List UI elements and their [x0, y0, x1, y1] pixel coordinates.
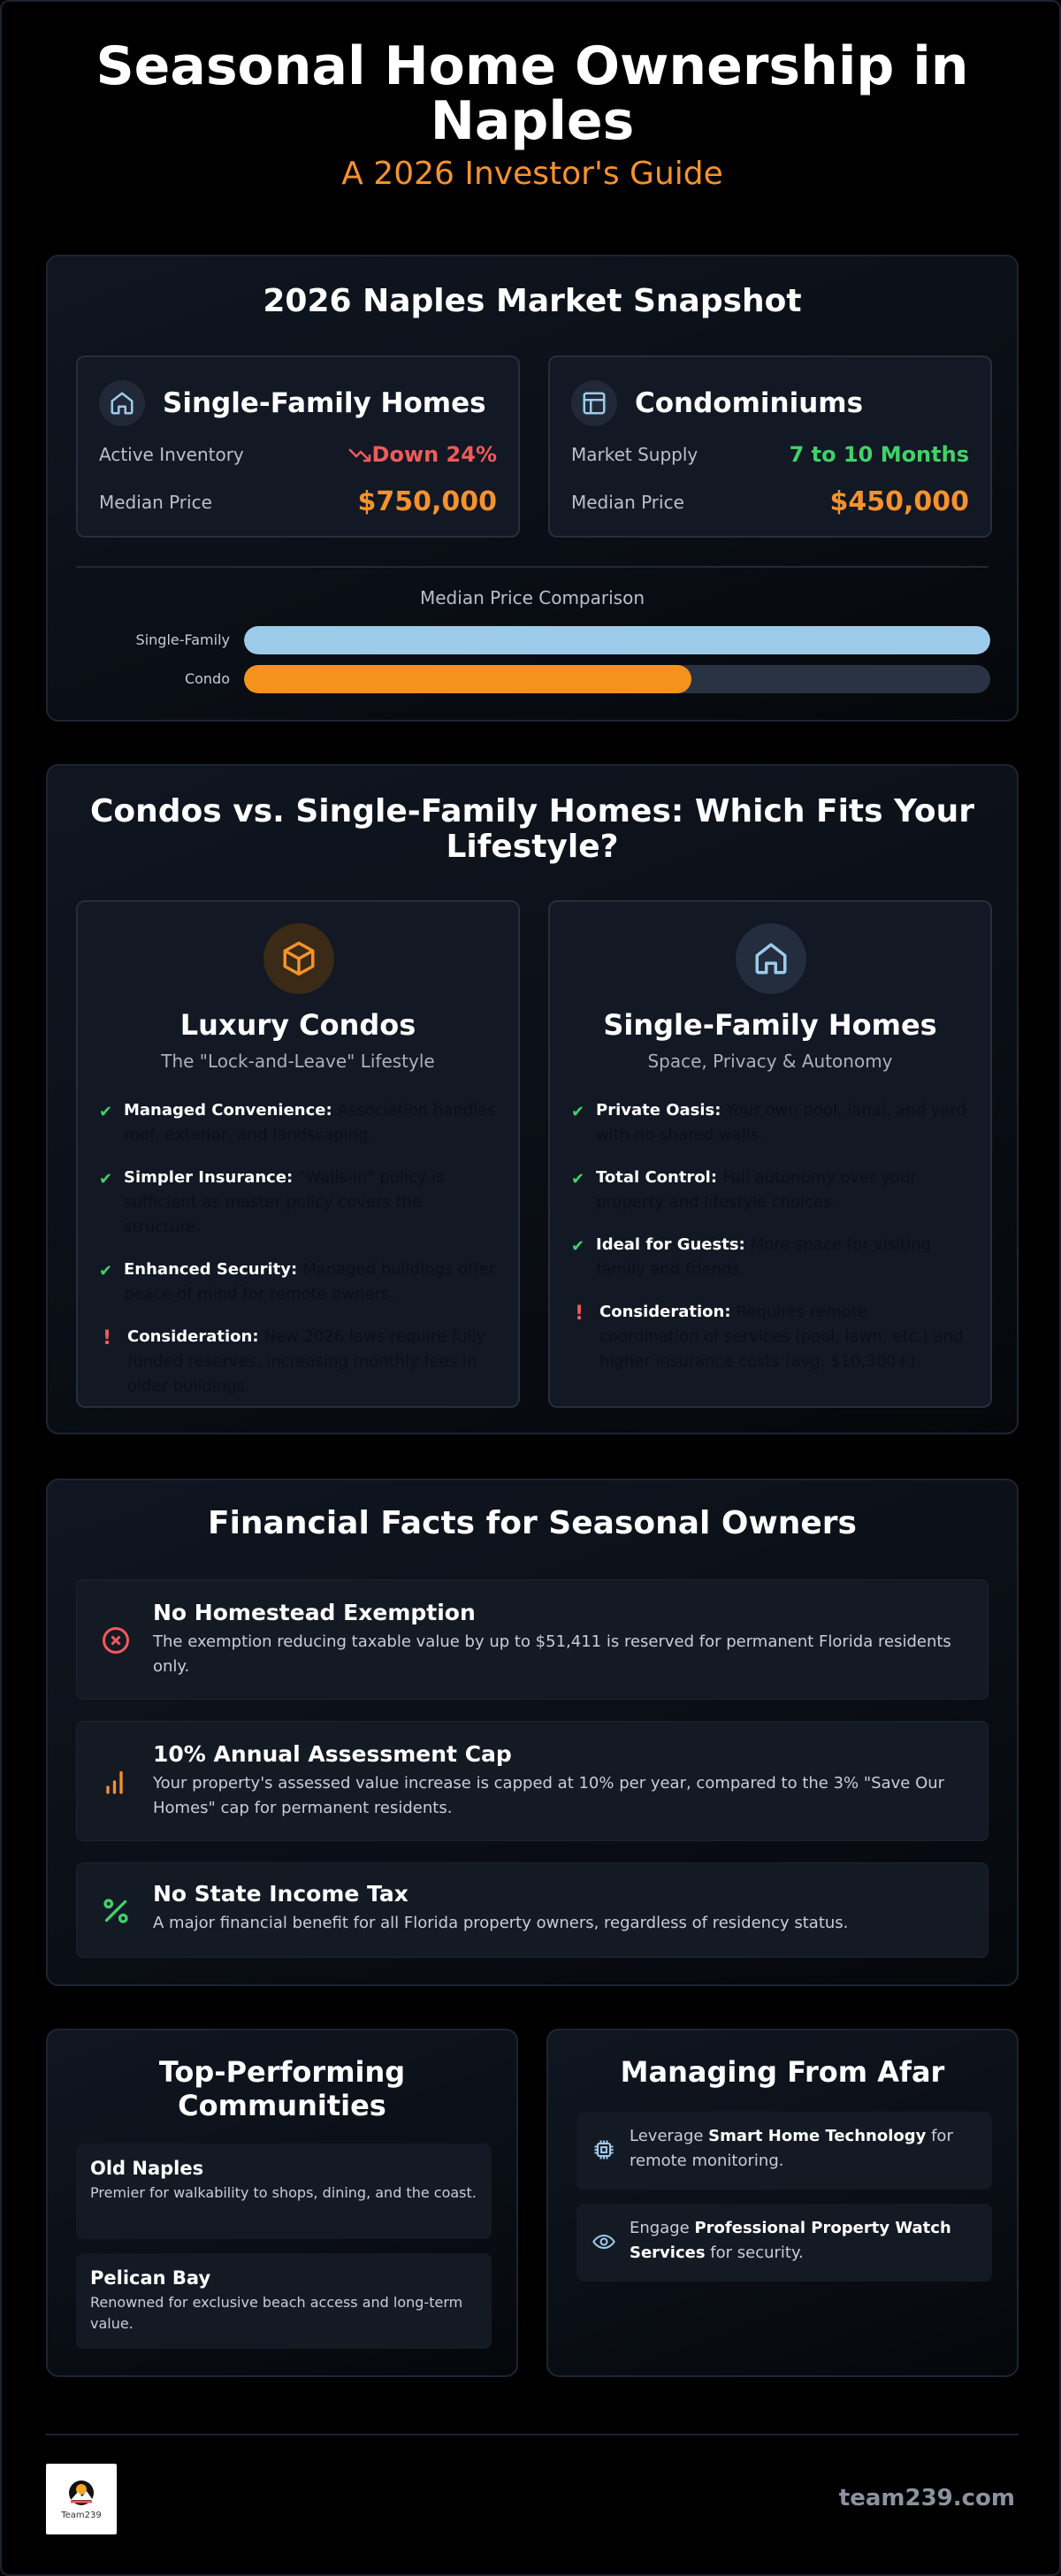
bar-track	[244, 665, 990, 693]
home-icon	[736, 923, 806, 994]
condo-title: Condominiums	[635, 387, 864, 419]
page-header	[2, 35, 1061, 193]
fact-title: No State Income Tax	[153, 1881, 408, 1907]
condos-option-title: Luxury Condos	[179, 1008, 416, 1042]
list-item	[99, 1098, 497, 1148]
bar-single-family	[244, 626, 990, 654]
item-text: Your own pool, lanai, and yard with no shared walls.	[596, 1101, 967, 1144]
consideration-item	[571, 1300, 969, 1374]
list-item	[99, 1257, 497, 1307]
check-icon: ✔	[99, 1103, 113, 1121]
list-item	[571, 1233, 969, 1282]
afar-post: for security.	[705, 2243, 804, 2262]
comparison-title: Condos vs. Single-Family Homes: Which Fits Your Lifestyle?	[90, 793, 974, 865]
item-text: Association handles roof, exterior, and landscaping.	[124, 1101, 496, 1144]
item-label: Ideal for Guests:	[596, 1235, 745, 1254]
condo-median-label: Median Price	[571, 491, 684, 513]
item-label: Private Oasis:	[596, 1101, 721, 1120]
financial-title: Financial Facts for Seasonal Owners	[208, 1505, 857, 1541]
community-desc: Renowned for exclusive beach access and long-term value.	[90, 2294, 463, 2332]
fact-assessment-cap	[76, 1721, 988, 1841]
managing-from-afar-card	[546, 2029, 1019, 2377]
check-icon: ✔	[99, 1262, 113, 1280]
item-label: Enhanced Security:	[124, 1260, 298, 1279]
check-icon: ✔	[571, 1170, 585, 1189]
community-name: Old Naples	[90, 2158, 204, 2179]
single-family-option-subtitle: Space, Privacy & Autonomy	[647, 1051, 893, 1072]
afar-text	[630, 2124, 978, 2174]
bar-label-single-family: Single-Family	[135, 631, 230, 648]
item-text: New 2026 laws require fully funded reserves, increasing monthly fees in older buildings.	[127, 1327, 486, 1395]
home-icon	[99, 380, 145, 426]
communities-card	[46, 2029, 518, 2377]
x-circle-icon	[98, 1623, 134, 1658]
bar-row-single-family	[48, 626, 1017, 654]
logo-text: Team239	[61, 2510, 102, 2520]
team239-logo[interactable]	[46, 2464, 117, 2534]
afar-item	[576, 2204, 992, 2282]
fact-desc: Your property's assessed value increase is capped at 10% per year, compared to the 3% "Save Our Homes" cap for permanent residents.	[153, 1774, 945, 1817]
check-icon: ✔	[99, 1170, 113, 1189]
item-label: Managed Convenience:	[124, 1101, 332, 1120]
single-family-title: Single-Family Homes	[163, 387, 486, 419]
fact-title: No Homestead Exemption	[153, 1600, 476, 1625]
item-text: "Walls-in" policy is sufficient as master policy covers the structure.	[124, 1168, 445, 1236]
list-item	[99, 1166, 497, 1240]
item-label: Consideration:	[599, 1303, 731, 1321]
item-text: Requires remote coordination of services (pool, lawn, etc.) and higher insurance costs (avg. $10,300+).	[599, 1303, 964, 1371]
inventory-label: Active Inventory	[99, 444, 244, 465]
inventory-value	[347, 442, 497, 467]
cube-icon	[263, 923, 334, 994]
afar-text	[630, 2216, 978, 2266]
bar-condo	[244, 665, 691, 693]
site-link[interactable]: team239.com	[838, 2485, 1015, 2511]
market-snapshot-card	[46, 255, 1019, 722]
item-text: Managed buildings offer peace of mind for remote owners.	[124, 1260, 495, 1303]
fact-desc: The exemption reducing taxable value by up to $51,411 is reserved for permanent Florida residents only.	[153, 1632, 951, 1676]
financial-facts-card	[46, 1479, 1019, 1986]
list-item	[571, 1098, 969, 1148]
luxury-condos-panel	[76, 900, 520, 1408]
bar-row-condo	[48, 665, 1017, 693]
list-item	[571, 1166, 969, 1215]
communities-title: Top-Performing Communities	[158, 2055, 406, 2122]
exclamation-icon: !	[575, 1303, 584, 1325]
item-label: Total Control:	[596, 1168, 718, 1187]
lifestyle-comparison-card	[46, 764, 1019, 1434]
check-icon: ✔	[571, 1103, 585, 1121]
snapshot-divider	[76, 566, 988, 568]
community-item	[76, 2253, 492, 2349]
fact-title: 10% Annual Assessment Cap	[153, 1741, 512, 1767]
fact-income-tax	[76, 1862, 988, 1958]
sf-median-label: Median Price	[99, 491, 212, 513]
item-label: Consideration:	[127, 1327, 259, 1346]
footer-divider	[46, 2434, 1019, 2435]
bar-chart-icon	[98, 1764, 134, 1800]
afar-post: for remote monitoring.	[630, 2127, 953, 2170]
fact-homestead	[76, 1579, 988, 1700]
supply-label: Market Supply	[571, 444, 698, 465]
building-icon	[571, 380, 617, 426]
condos-option-subtitle: The "Lock-and-Leave" Lifestyle	[161, 1051, 435, 1072]
chip-icon	[589, 2135, 619, 2165]
condo-median-value: $450,000	[829, 486, 969, 517]
bar-label-condo: Condo	[184, 670, 230, 687]
inventory-value-text: Down 24%	[371, 442, 497, 467]
page-title: Seasonal Home Ownership in Naples	[95, 35, 969, 152]
item-text: More space for visiting family and friends.	[596, 1235, 932, 1279]
item-text: Full autonomy over your property and lifestyle choices.	[596, 1168, 917, 1212]
logo-mark-icon	[64, 2479, 99, 2509]
afar-bold: Smart Home Technology	[708, 2127, 927, 2145]
fact-desc: A major financial benefit for all Florida property owners, regardless of residency status.	[153, 1914, 849, 1932]
single-family-stats	[76, 355, 520, 538]
trending-down-icon	[347, 446, 372, 463]
afar-title: Managing From Afar	[620, 2055, 945, 2089]
single-family-panel	[548, 900, 992, 1408]
market-snapshot-title: 2026 Naples Market Snapshot	[263, 283, 802, 319]
item-label: Simpler Insurance:	[124, 1168, 294, 1187]
afar-item	[576, 2112, 992, 2190]
sf-median-value: $750,000	[357, 486, 497, 517]
condo-stats	[548, 355, 992, 538]
bar-track	[244, 626, 990, 654]
single-family-option-title: Single-Family Homes	[603, 1008, 937, 1042]
comparison-chart-title: Median Price Comparison	[420, 587, 645, 608]
exclamation-icon: !	[103, 1327, 112, 1349]
afar-bold: Professional Property Watch Services	[630, 2219, 951, 2262]
consideration-item	[99, 1325, 497, 1399]
percent-icon	[98, 1893, 134, 1929]
page-subtitle: A 2026 Investor's Guide	[341, 156, 723, 192]
supply-value: 7 to 10 Months	[789, 442, 969, 467]
eye-icon	[589, 2227, 619, 2257]
community-name: Pelican Bay	[90, 2267, 211, 2289]
check-icon: ✔	[571, 1237, 585, 1256]
afar-pre: Engage	[630, 2219, 695, 2237]
community-desc: Premier for walkability to shops, dining, and the coast.	[90, 2184, 477, 2201]
community-item	[76, 2144, 492, 2239]
afar-pre: Leverage	[630, 2127, 709, 2145]
